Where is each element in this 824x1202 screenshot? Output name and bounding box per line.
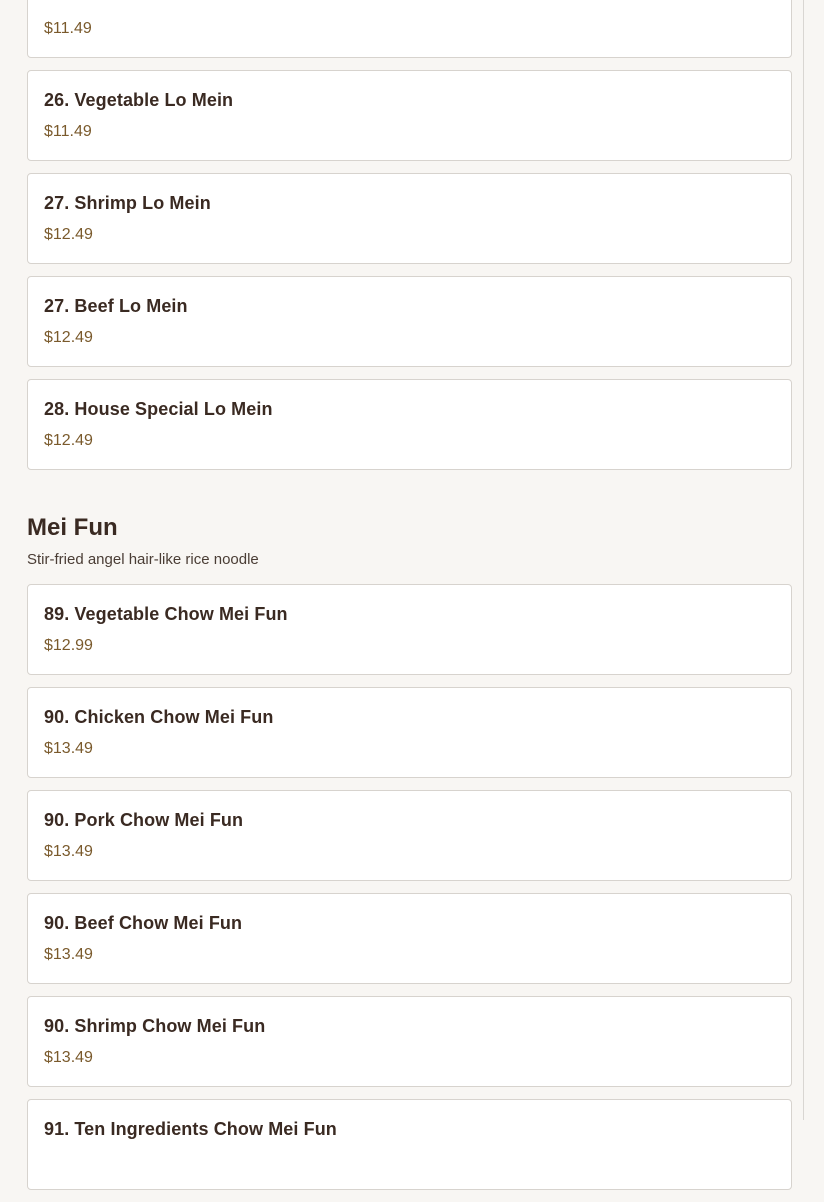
menu-item-price: $11.49 bbox=[44, 20, 92, 37]
menu-item-card[interactable] bbox=[27, 893, 792, 984]
menu-item-price: $11.49 bbox=[44, 123, 92, 140]
menu-item-name: 26. Vegetable Lo Mein bbox=[44, 90, 234, 110]
menu-item-price: $12.49 bbox=[44, 432, 93, 449]
menu-item-card[interactable] bbox=[27, 584, 792, 675]
menu-item-card[interactable] bbox=[27, 996, 792, 1087]
menu-item-name: 90. Beef Chow Mei Fun bbox=[44, 913, 243, 933]
menu-item-card[interactable] bbox=[27, 70, 792, 161]
menu-item-card[interactable] bbox=[27, 687, 792, 778]
menu-item-price: $13.49 bbox=[44, 740, 93, 757]
menu-item-name: 27. Shrimp Lo Mein bbox=[44, 193, 211, 213]
section-header-mei-fun bbox=[27, 482, 792, 584]
menu-item-card[interactable] bbox=[27, 173, 792, 264]
menu-item-price: $12.99 bbox=[44, 637, 93, 654]
menu-item-name: 89. Vegetable Chow Mei Fun bbox=[44, 604, 288, 624]
section-title: Mei Fun bbox=[27, 514, 118, 541]
menu-item-price: $12.49 bbox=[44, 329, 93, 346]
menu-item-name bbox=[44, 0, 775, 10]
menu-item-card[interactable] bbox=[27, 379, 792, 470]
menu-item-price: $13.49 bbox=[44, 946, 93, 963]
lo-mein-items bbox=[27, 0, 792, 470]
menu-item-name: 27. Beef Lo Mein bbox=[44, 296, 188, 316]
menu-item-card[interactable] bbox=[27, 790, 792, 881]
menu-item-name: 90. Chicken Chow Mei Fun bbox=[44, 707, 274, 727]
mei-fun-items bbox=[27, 584, 792, 1190]
menu-item-price: $13.49 bbox=[44, 843, 93, 860]
menu-item-name: 91. Ten Ingredients Chow Mei Fun bbox=[44, 1119, 337, 1139]
menu-item-name: 90. Shrimp Chow Mei Fun bbox=[44, 1016, 266, 1036]
menu-item-price: $12.49 bbox=[44, 226, 93, 243]
section-description: Stir-fried angel hair-like rice noodle bbox=[27, 551, 259, 568]
menu-item-name: 28. House Special Lo Mein bbox=[44, 399, 273, 419]
menu-item-card[interactable] bbox=[27, 0, 792, 58]
menu-item-card[interactable] bbox=[27, 1099, 792, 1190]
menu-content bbox=[27, 0, 792, 1202]
menu-item-name: 90. Pork Chow Mei Fun bbox=[44, 810, 244, 830]
menu-item-card[interactable] bbox=[27, 276, 792, 367]
scroll-container-edge bbox=[803, 0, 804, 1120]
menu-item-price: $13.49 bbox=[44, 1049, 93, 1066]
